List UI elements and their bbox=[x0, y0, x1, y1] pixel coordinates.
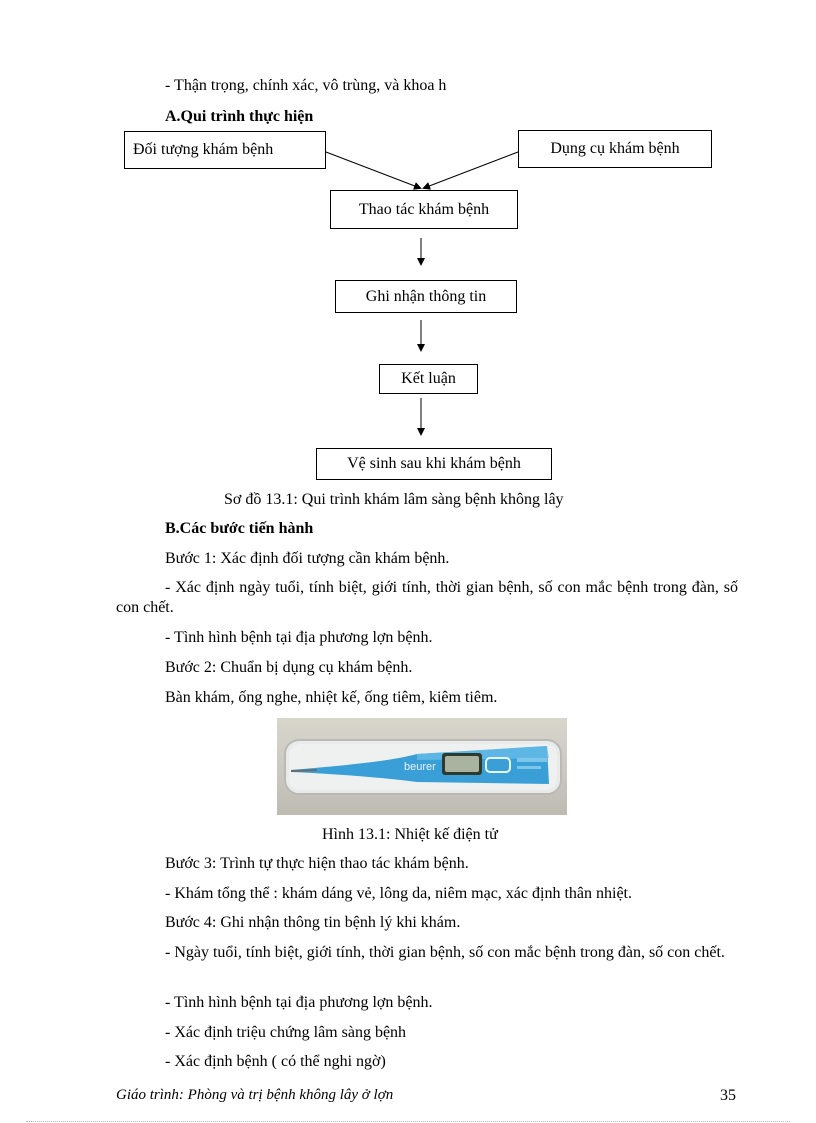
flow-box-tools: Dụng cụ khám bệnh bbox=[518, 130, 712, 168]
section-b-heading: B.Các bước tiến hành bbox=[165, 520, 314, 537]
step1-text: Bước 1: Xác định đối tượng cần khám bệnh. bbox=[165, 550, 450, 567]
flow-box-record: Ghi nhận thông tin bbox=[335, 280, 517, 313]
footer-book-title: Giáo trình: Phòng và trị bệnh không lây ở lợn bbox=[116, 1087, 394, 1103]
step1-detail-1: - Xác định ngày tuổi, tính biệt, giới tính, thời gian bệnh, số con mắc bệnh trong đàn, số con chết. bbox=[116, 579, 738, 616]
step4-detail-4: - Xác định bệnh ( có thể nghi ngờ) bbox=[165, 1053, 386, 1070]
step4-detail-1: - Ngày tuổi, tính biệt, giới tính, thời gian bệnh, số con mắc bệnh trong đàn, số con chết. bbox=[165, 944, 725, 961]
flow-box-operation: Thao tác khám bệnh bbox=[330, 190, 518, 229]
thermometer-illustration bbox=[277, 718, 567, 815]
flow-box-subject: Đối tượng khám bệnh bbox=[124, 131, 326, 169]
step3-text: Bước 3: Trình tự thực hiện thao tác khám bệnh. bbox=[165, 855, 469, 872]
footer-dotted-rule bbox=[26, 1121, 790, 1122]
step4-detail-2: - Tình hình bệnh tại địa phương lợn bệnh. bbox=[165, 994, 433, 1011]
step4-text: Bước 4: Ghi nhận thông tin bệnh lý khi khám. bbox=[165, 914, 461, 931]
step2-detail: Bàn khám, ống nghe, nhiệt kế, ống tiêm, kiêm tiêm. bbox=[165, 689, 498, 706]
thermometer-photo bbox=[277, 718, 567, 815]
step2-text: Bước 2: Chuẩn bị dụng cụ khám bệnh. bbox=[165, 659, 413, 676]
figure-caption: Hình 13.1: Nhiệt kế điện tử bbox=[322, 826, 498, 843]
section-a-heading: A.Qui trình thực hiện bbox=[165, 108, 314, 125]
arrow-subject-to-operation bbox=[326, 152, 420, 188]
arrow-tools-to-operation bbox=[424, 152, 518, 188]
flow-box-conclusion: Kết luận bbox=[379, 364, 478, 394]
step3-detail: - Khám tổng thể : khám dáng vẻ, lông da, niêm mạc, xác định thân nhiệt. bbox=[165, 885, 632, 902]
diagram-caption: Sơ đồ 13.1: Qui trình khám lâm sàng bệnh không lây bbox=[224, 491, 564, 508]
thermometer-brand-text: beurer bbox=[404, 761, 436, 773]
step4-detail-3: - Xác định triệu chứng lâm sàng bệnh bbox=[165, 1024, 407, 1041]
flow-box-hygiene: Vệ sinh sau khi khám bệnh bbox=[316, 448, 552, 480]
step1-detail-2: - Tình hình bệnh tại địa phương lợn bệnh. bbox=[165, 629, 433, 646]
footer-page-number: 35 bbox=[720, 1087, 736, 1104]
intro-line: - Thận trọng, chính xác, vô trùng, và khoa h bbox=[165, 77, 447, 94]
